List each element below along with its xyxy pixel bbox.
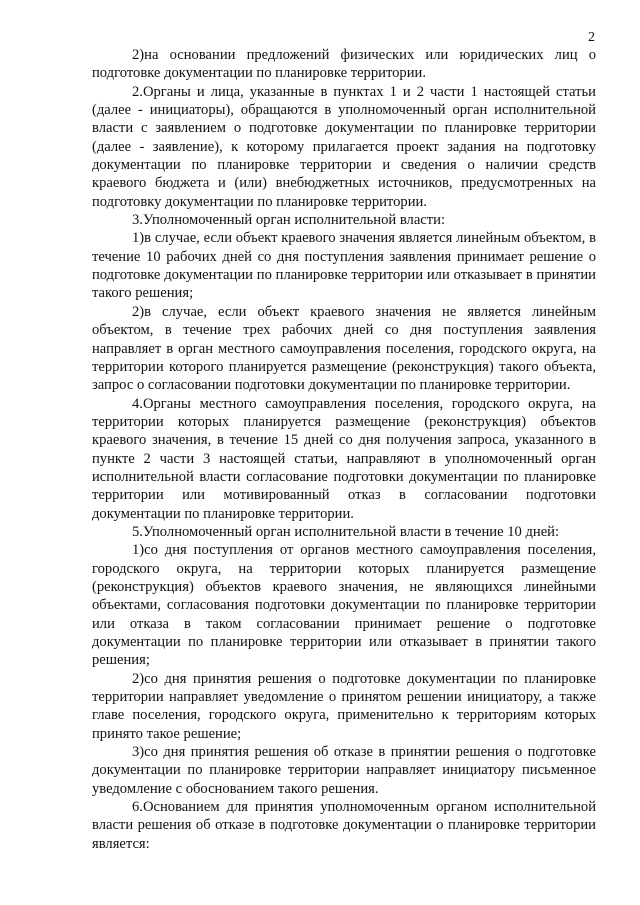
paragraph-2: 2.Органы и лица, указанные в пунктах 1 и 2 части 1 настоящей статьи (далее - инициаторы), обращаются в уполномоченный орган исполнительной власти с заявлением о подготовке документации по планировке территории (далее - заявление), к которому прилагается проект задания на подготовку документации по планировке территории и сведения о наличии средств краевого бюджета и (или) внебюджетных источников, предусмотренных на подготовку документации по планировке территории. [92, 83, 596, 210]
paragraph-7: 5.Уполномоченный орган исполнительной власти в течение 10 дней: [132, 523, 560, 540]
paragraph-3: 3.Уполномоченный орган исполнительной власти: [132, 212, 446, 229]
paragraph-1: 2)на основании предложений физических или юридических лиц о подготовке документации по планировке территории. [92, 47, 596, 82]
paragraph-4: 1)в случае, если объект краевого значения является линейным объектом, в течение 10 рабочих дней со дня поступления заявления принимает решение о подготовке документации по планировке территории или отказывает в принятии такого решения; [92, 230, 596, 302]
paragraph-6: 4.Органы местного самоуправления поселения, городского округа, на территории которых планируется размещение (реконструкция) объектов краевого значения, в течение 15 дней со дня получения запроса, указанного в пункте 2 части 3 настоящей статьи, направляют в уполномоченный орган исполнительной власти согласование подготовки документации по планировке территории или мотивированный отказ в согласовании подготовки документации по планировке территории. [92, 395, 596, 522]
paragraph-10: 3)со дня принятия решения об отказе в принятии решения о подготовке документации по планировке территории направляет инициатору письменное уведомление с обоснованием такого решения. [92, 744, 596, 797]
paragraph-9: 2)со дня принятия решения о подготовке документации по планировке территории направляет уведомление о принятом решении инициатору, а также главе поселения, городского округа, применительно к территориям которых принято такое решение; [92, 670, 596, 742]
document-body [92, 46, 596, 853]
paragraph-5: 2)в случае, если объект краевого значения не является линейным объектом, в течение трех рабочих дней со дня поступления заявления направляет в орган местного самоуправления поселения, городского округа, на территории которого планируется размещение (реконструкция) такого объекта, запрос о согласовании подготовки документации по планировке территории. [92, 303, 596, 394]
paragraph-11: 6.Основанием для принятия уполномоченным органом исполнительной власти решения об отказе в подготовке документации о планировке территории является: [92, 799, 596, 852]
paragraph-8: 1)со дня поступления от органов местного самоуправления поселения, городского округа, на территории которых планируется размещение (реконструкция) объектов краевого значения, не являющихся линейными объектами, согласования подготовки документации по планировке территории или отказа в таком согласовании принимает решение о подготовке документации по планировке территории или отказывает в принятии такого решения; [92, 542, 596, 669]
page-number: 2 [588, 30, 595, 45]
